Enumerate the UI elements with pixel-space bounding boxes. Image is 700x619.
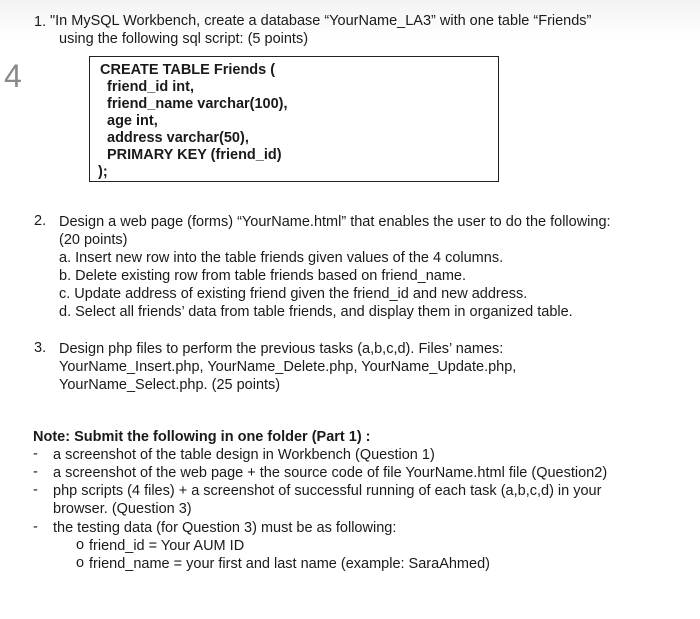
question-2-item: a. Insert new row into the table friends given values of the 4 columns. [59,250,504,266]
dash-bullet: - [33,519,38,535]
question-1-line-2: using the following sql script: (5 points) [59,31,309,47]
question-1-line-1: "In MySQL Workbench, create a database “YourName_LA3” with one table “Friends” [50,13,592,29]
note-item-continued: browser. (Question 3) [53,501,192,517]
question-2-item: c. Update address of existing friend given the friend_id and new address. [59,286,528,302]
sql-line: friend_id int, [107,79,194,95]
question-3-line-3: YourName_Select.php. (25 points) [59,377,281,393]
circle-bullet: o [76,555,85,571]
question-2-item: d. Select all friends’ data from table friends, and display them in organized table. [59,304,573,320]
note-sub-item: friend_id = Your AUM ID [89,538,245,554]
sql-line: CREATE TABLE Friends ( [100,62,276,78]
question-1-number: 1. [34,14,47,30]
question-3-line-1: Design php files to perform the previous tasks (a,b,c,d). Files’ names: [59,341,504,357]
note-item: a screenshot of the table design in Workbench (Question 1) [53,447,435,463]
sql-line: PRIMARY KEY (friend_id) [107,147,282,163]
question-2-line-2: (20 points) [59,232,128,248]
circle-bullet: o [76,537,85,553]
note-item: php scripts (4 files) + a screenshot of successful running of each task (a,b,c,d) in your [53,483,602,499]
note-item: the testing data (for Question 3) must be as following: [53,520,397,536]
sql-line: address varchar(50), [107,130,249,146]
dash-bullet: - [33,482,38,498]
note-heading: Note: Submit the following in one folder (Part 1) : [33,429,371,445]
margin-page-number: 4 [4,58,22,94]
sql-line: age int, [107,113,158,129]
note-sub-item: friend_name = your first and last name (example: SaraAhmed) [89,556,490,572]
note-item: a screenshot of the web page + the source code of file YourName.html file (Question2) [53,465,608,481]
sql-line: ); [98,164,108,180]
dash-bullet: - [33,464,38,480]
sql-line: friend_name varchar(100), [107,96,288,112]
question-2-number: 2. [34,213,47,229]
question-3-number: 3. [34,340,47,356]
question-2-item: b. Delete existing row from table friends based on friend_name. [59,268,467,284]
question-2-line-1: Design a web page (forms) “YourName.html” that enables the user to do the following: [59,214,611,230]
question-3-line-2: YourName_Insert.php, YourName_Delete.php, YourName_Update.php, [59,359,517,375]
dash-bullet: - [33,446,38,462]
